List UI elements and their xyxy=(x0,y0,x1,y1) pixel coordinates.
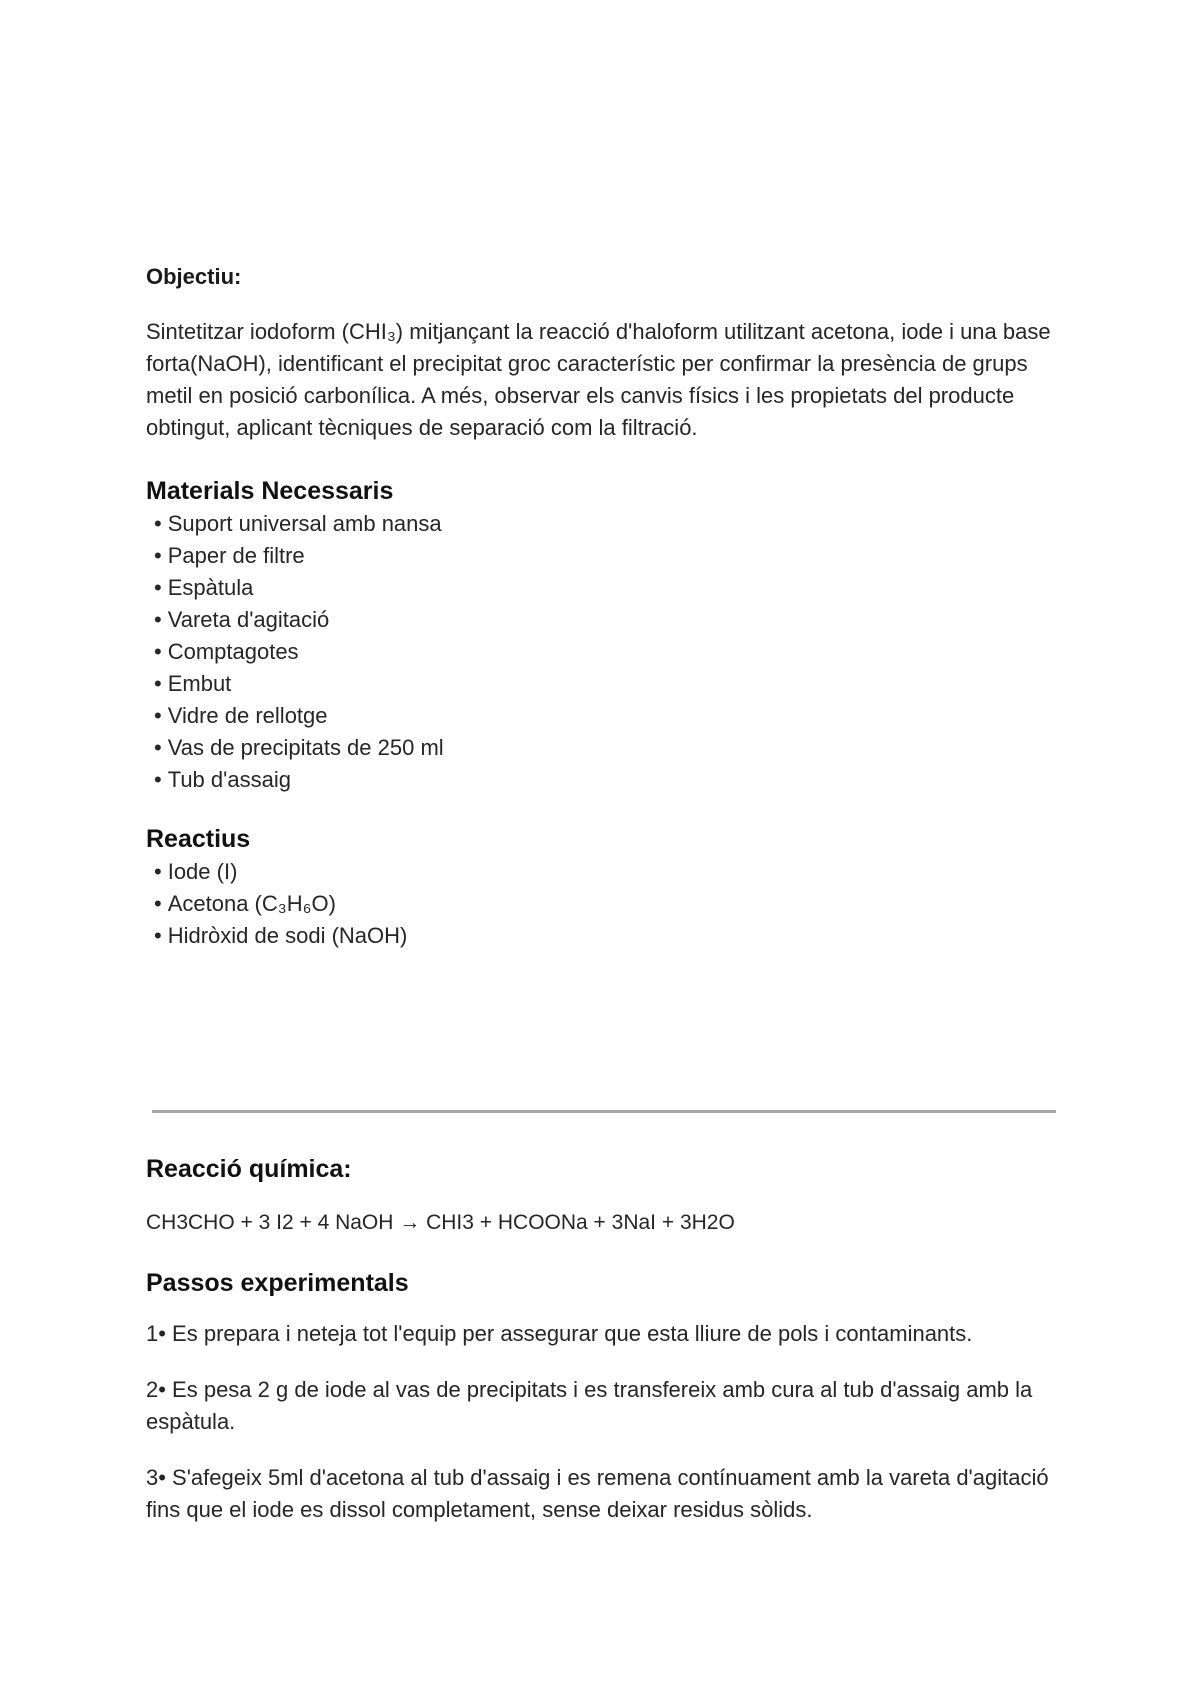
chemical-equation: CH3CHO + 3 I2 + 4 NaOH → CHI3 + HCOONa + 3NaI + 3H2O xyxy=(146,1211,735,1234)
reactius-list xyxy=(146,856,1066,952)
bullet-icon: • xyxy=(154,767,162,792)
bullet-icon: • xyxy=(154,703,162,728)
list-item: • Vareta d'agitació xyxy=(154,607,330,632)
bullet-icon: • xyxy=(154,607,162,632)
document-page-top xyxy=(146,262,1066,952)
step-item: 1• Es prepara i neteja tot l'equip per assegurar que esta lliure de pols i contaminants. xyxy=(146,1321,973,1346)
list-item: • Hidròxid de sodi (NaOH) xyxy=(154,923,408,948)
bullet-icon: • xyxy=(154,511,162,536)
document-page-bottom xyxy=(146,1152,1076,1526)
bullet-icon: • xyxy=(154,671,162,696)
materials-heading: Materials Necessaris xyxy=(146,477,394,505)
objective-text: Sintetitzar iodoform (CHI₃) mitjançant la reacció d'haloform utilitzant acetona, iode i una base forta(NaOH), identificant el precipitat groc característic per confirmar la presència de grups metil en posició carbonílica. A més, observar els canvis físics i les propietats del producte obtingut, aplicant tècniques de separació com la filtració. xyxy=(146,319,1051,440)
list-item: • Acetona (C₃H₆O) xyxy=(154,891,336,916)
list-item: • Vidre de rellotge xyxy=(154,703,328,728)
section-divider xyxy=(152,1110,1056,1113)
list-item: • Embut xyxy=(154,671,232,696)
bullet-icon: • xyxy=(154,891,162,916)
list-item: • Suport universal amb nansa xyxy=(154,511,442,536)
reaction-heading: Reacció química: xyxy=(146,1155,352,1183)
steps-heading: Passos experimentals xyxy=(146,1269,409,1297)
bullet-icon: • xyxy=(154,735,162,760)
list-item: • Vas de precipitats de 250 ml xyxy=(154,735,444,760)
reactius-heading: Reactius xyxy=(146,825,251,853)
objective-heading: Objectiu: xyxy=(146,264,242,289)
step-item: 2• Es pesa 2 g de iode al vas de precipitats i es transfereix amb cura al tub d'assaig amb la espàtula. xyxy=(146,1377,1033,1434)
step-item: 3• S'afegeix 5ml d'acetona al tub d'assaig i es remena contínuament amb la vareta d'agitació fins que el iode es dissol completament, sense deixar residus sòlids. xyxy=(146,1465,1049,1522)
bullet-icon: • xyxy=(154,923,162,948)
bullet-icon: • xyxy=(154,859,162,884)
bullet-icon: • xyxy=(154,543,162,568)
list-item: • Paper de filtre xyxy=(154,543,305,568)
list-item: • Iode (I) xyxy=(154,859,238,884)
list-item: • Espàtula xyxy=(154,575,254,600)
materials-list xyxy=(146,508,1066,796)
list-item: • Tub d'assaig xyxy=(154,767,291,792)
bullet-icon: • xyxy=(154,575,162,600)
list-item: • Comptagotes xyxy=(154,639,299,664)
bullet-icon: • xyxy=(154,639,162,664)
